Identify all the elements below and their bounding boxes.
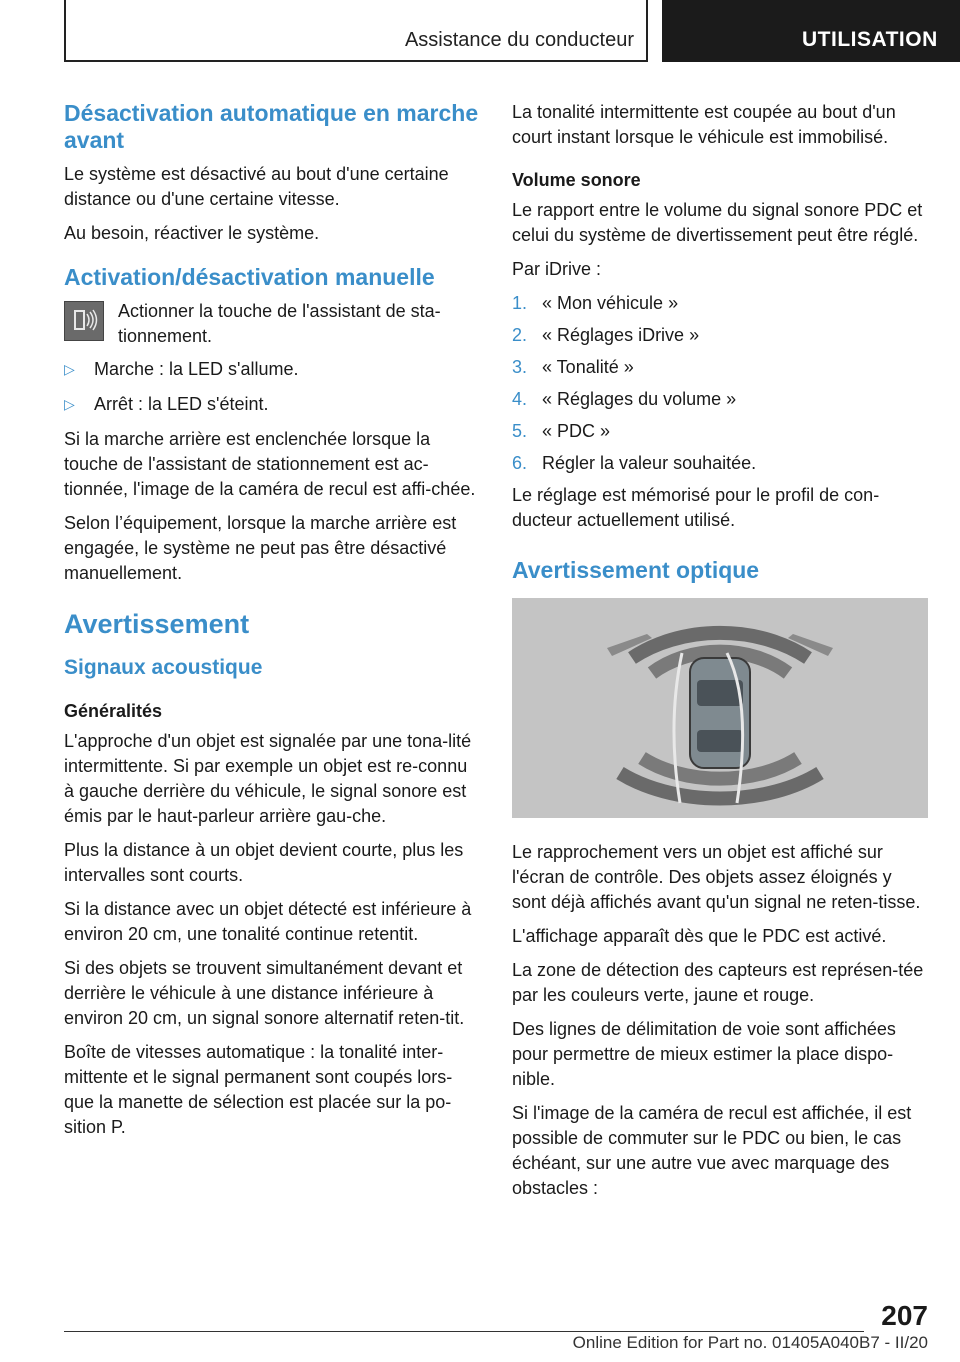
heading-volume: Volume sonore xyxy=(512,170,641,190)
triangle-bullet-icon: ▷ xyxy=(64,361,75,377)
paragraph: Au besoin, réactiver le système. xyxy=(64,223,320,243)
paragraph: L'approche d'un objet est signalée par une tona-lité intermittente. Si par exemple un objet est re-connu à gauche derrière du véhicule, le signal sonore est émis par le haut-parleur arrière gau-che. xyxy=(64,731,472,826)
heading-acoustic-signals: Signaux acoustique xyxy=(64,656,263,679)
icon-instruction-text: Actionner la touche de l'assistant de sta-tionnement. xyxy=(118,301,441,346)
step-item xyxy=(512,323,928,348)
paragraph: Le système est désactivé au bout d'une certaine distance ou d'une certaine vitesse. xyxy=(64,164,449,209)
step-text: « Mon véhicule » xyxy=(542,293,679,313)
heading-warning: Avertissement xyxy=(64,609,250,639)
heading-general: Généralités xyxy=(64,701,163,721)
parking-assistant-button-icon xyxy=(64,301,104,341)
list-item-text: Marche : la LED s'allume. xyxy=(94,359,299,379)
heading-manual-activation: Activation/désactivation manuelle xyxy=(64,264,435,290)
paragraph: La tonalité intermittente est coupée au bout d'un court instant lorsque le véhicule est immobilisé. xyxy=(512,102,896,147)
footer-divider xyxy=(64,1331,864,1332)
paragraph: Par iDrive : xyxy=(512,259,602,279)
step-number: 1. xyxy=(512,293,528,313)
paragraph: Si l'image de la caméra de recul est affichée, il est possible de commuter sur le PDC ou bien, le cas échéant, sur une autre vue avec marquage des obstacles : xyxy=(512,1103,912,1198)
paragraph: La zone de détection des capteurs est représen-tée par les couleurs verte, jaune et rouge. xyxy=(512,960,924,1005)
step-text: « Tonalité » xyxy=(542,357,634,377)
step-number: 3. xyxy=(512,357,528,377)
paragraph: L'affichage apparaît dès que le PDC est activé. xyxy=(512,926,887,946)
list-item-text: Arrêt : la LED s'éteint. xyxy=(94,394,269,414)
header-section-title: Assistance du conducteur xyxy=(404,29,634,51)
list-item xyxy=(64,392,482,417)
right-column xyxy=(512,100,928,1210)
footer-edition: Online Edition for Part no. 01405A040B7 - II/20 xyxy=(572,1333,928,1352)
step-item xyxy=(512,419,928,444)
list-item xyxy=(64,357,482,382)
step-text: « PDC » xyxy=(542,421,611,441)
step-number: 4. xyxy=(512,389,528,409)
paragraph: Plus la distance à un objet devient courte, plus les intervalles sont courts. xyxy=(64,840,464,885)
heading-auto-deactivation: Désactivation automatique en marche avant xyxy=(64,100,479,153)
paragraph: Boîte de vitesses automatique : la tonalité inter-mittente et le signal permanent sont coupés lors-que la manette de sélection est placée sur la po-sition P. xyxy=(64,1042,453,1137)
header-chapter-box xyxy=(662,0,960,62)
step-text: « Réglages du volume » xyxy=(542,389,737,409)
step-number: 5. xyxy=(512,421,528,441)
step-text: « Réglages iDrive » xyxy=(542,325,700,345)
header-chapter-title: UTILISATION xyxy=(802,28,938,51)
pdc-display-image xyxy=(512,598,928,818)
heading-optical-warning: Avertissement optique xyxy=(512,557,760,583)
step-item xyxy=(512,451,928,476)
paragraph: Si la distance avec un objet détecté est inférieure à environ 20 cm, une tonalité continue retentit. xyxy=(64,899,472,944)
step-text: Régler la valeur souhaitée. xyxy=(542,453,757,473)
step-item xyxy=(512,291,928,316)
paragraph: Si des objets se trouvent simultanément devant et derrière le véhicule à une distance inférieure à environ 20 cm, un signal sonore alternatif reten-tit. xyxy=(64,958,465,1028)
paragraph: Des lignes de délimitation de voie sont affichées pour permettre de mieux estimer la place dispo-nible. xyxy=(512,1019,896,1089)
paragraph: Si la marche arrière est enclenchée lorsque la touche de l'assistant de stationnement est ac-tionnée, l'image de la caméra de recul est affi-chée. xyxy=(64,429,476,499)
triangle-bullet-icon: ▷ xyxy=(64,396,75,412)
left-column xyxy=(64,100,482,1149)
paragraph: Le rapprochement vers un objet est affiché sur l'écran de contrôle. Des objets assez éloignés y sont déjà affichés avant qu'un signal ne reten-tisse. xyxy=(512,842,921,912)
page-number: 207 xyxy=(881,1300,928,1331)
step-item xyxy=(512,355,928,380)
paragraph: Le rapport entre le volume du signal sonore PDC et celui du système de divertissement peut être réglé. xyxy=(512,200,923,245)
paragraph: Selon l’équipement, lorsque la marche arrière est engagée, le système ne peut pas être désactivé manuellement. xyxy=(64,513,457,583)
icon-instruction xyxy=(64,299,482,349)
step-number: 6. xyxy=(512,453,528,473)
header-section-box xyxy=(64,0,648,62)
paragraph: Le réglage est mémorisé pour le profil de con-ducteur actuellement utilisé. xyxy=(512,485,880,530)
step-number: 2. xyxy=(512,325,528,345)
step-item xyxy=(512,387,928,412)
